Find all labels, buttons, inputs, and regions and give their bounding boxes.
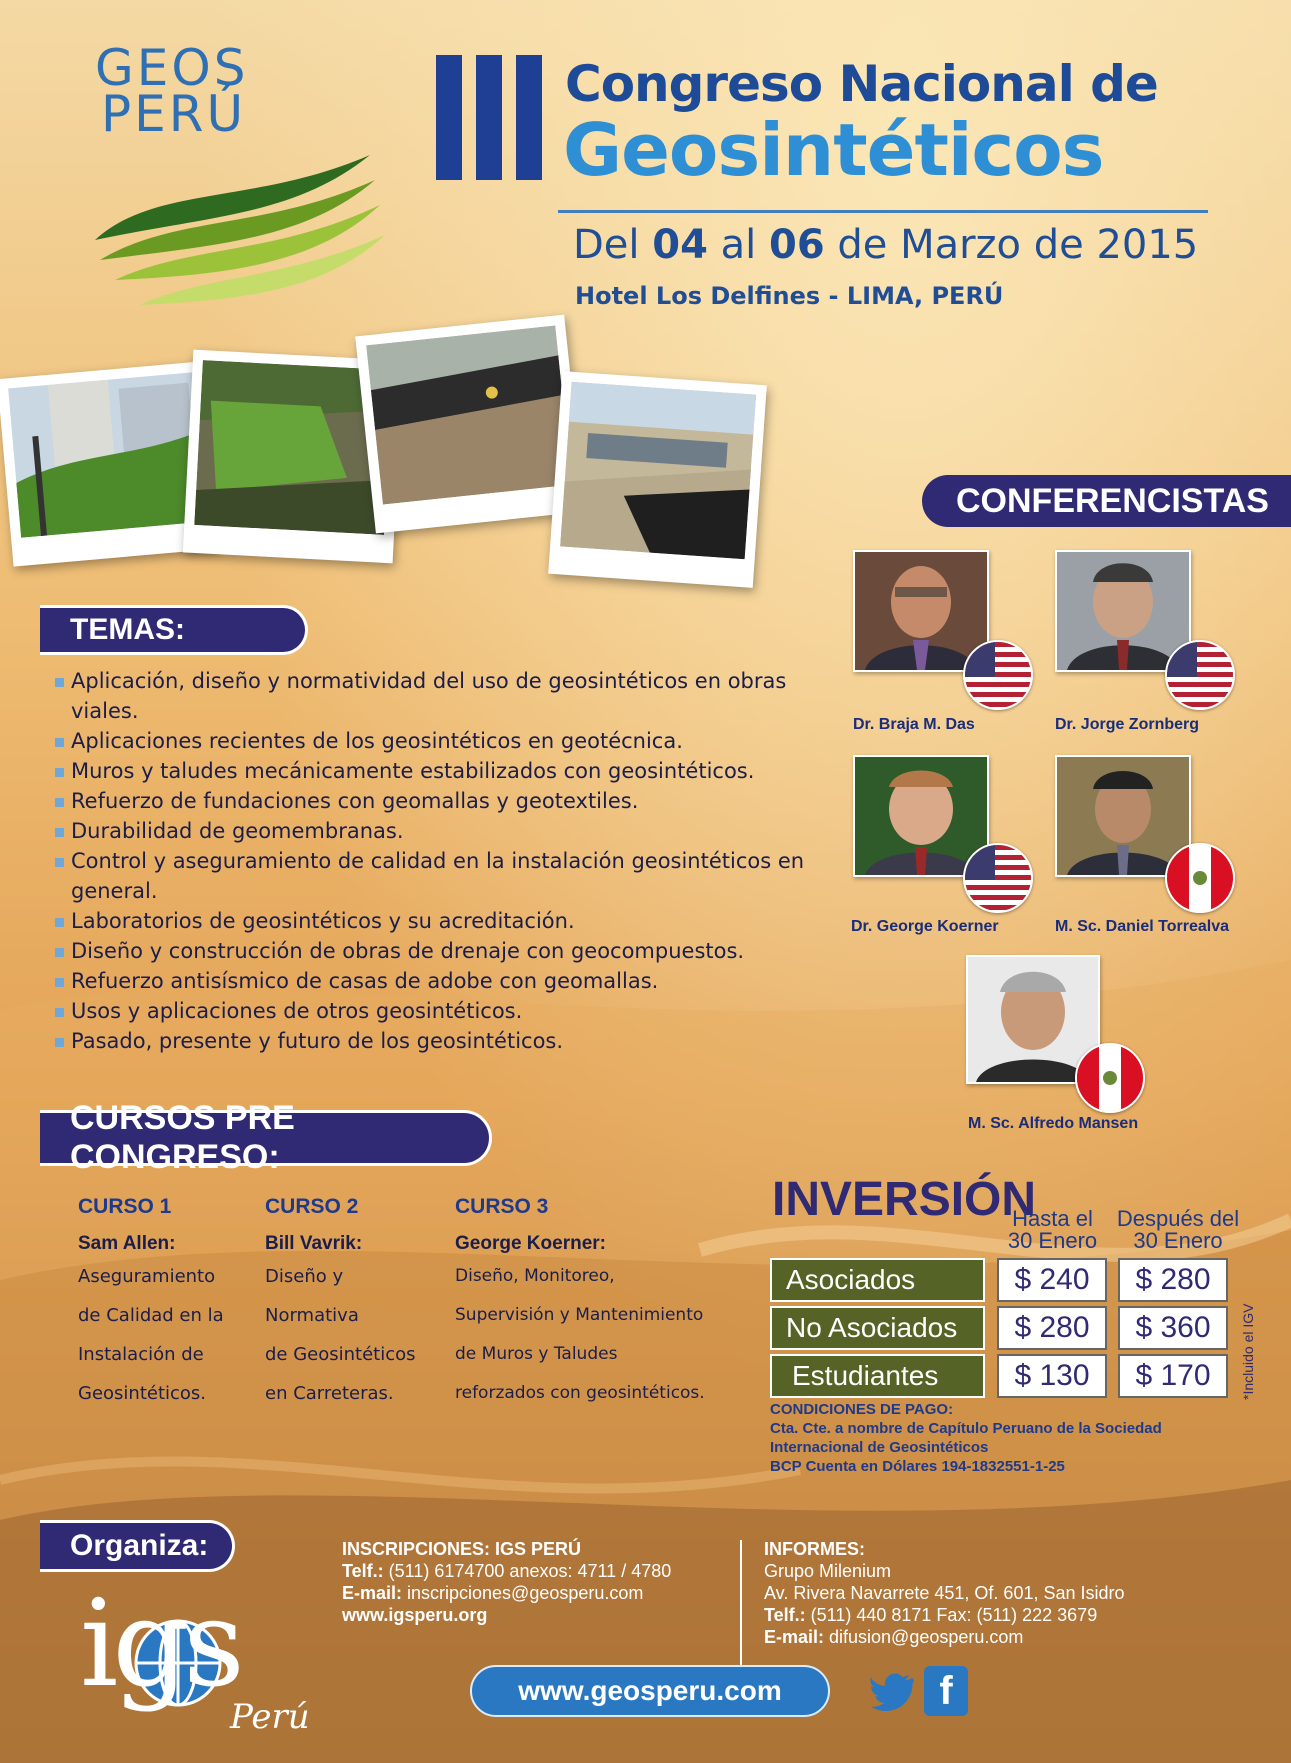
event-title-line2: Geosintéticos	[563, 108, 1104, 192]
course-teacher: George Koerner:	[455, 1233, 606, 1254]
facebook-icon[interactable]: f	[924, 1666, 968, 1716]
informes-title: INFORMES:	[764, 1539, 865, 1559]
topic-item: Muros y taludes mecánicamente estabilizados con geosintéticos.	[55, 756, 825, 786]
dates-start: 04	[652, 222, 708, 268]
speaker-name: M. Sc. Daniel Torrealva	[1055, 918, 1229, 935]
geos-peru-logo	[95, 39, 385, 305]
usa-flag-icon	[963, 843, 1033, 913]
price-before: $ 240	[997, 1258, 1107, 1302]
igs-logo-sub: Perú	[230, 1697, 310, 1737]
price-column-late	[1108, 1208, 1248, 1252]
registration-info	[342, 1538, 732, 1626]
dates-end: 06	[768, 222, 825, 268]
conditions-line: BCP Cuenta en Dólares 194-1832551-1-25	[770, 1458, 1065, 1475]
informes-phone	[764, 1604, 1224, 1626]
speaker-name: Dr. Braja M. Das	[853, 716, 975, 733]
column-head-line: Hasta el	[1012, 1206, 1093, 1231]
course-desc-line: Geosintéticos.	[78, 1383, 207, 1404]
course-teacher: Sam Allen:	[78, 1233, 176, 1254]
course-desc-line: Aseguramiento	[78, 1266, 216, 1287]
course-desc-line: Diseño, Monitoreo,	[455, 1266, 615, 1286]
information-contact	[764, 1538, 1224, 1648]
price-tax-note: *Incluido el IGV	[1240, 1303, 1256, 1400]
course-teacher: Bill Vavrik:	[265, 1233, 363, 1254]
course-2	[265, 1195, 445, 1413]
edition-numeral	[436, 55, 544, 180]
dates-prefix: Del	[573, 222, 653, 268]
course-1	[78, 1195, 248, 1413]
price-row-label: Asociados	[770, 1258, 985, 1302]
topic-item: Usos y aplicaciones de otros geosintéticos.	[55, 996, 825, 1026]
peru-flag-icon	[1075, 1043, 1145, 1113]
price-before: $ 280	[997, 1306, 1107, 1350]
course-title: CURSO 1	[78, 1195, 172, 1218]
event-dates	[573, 222, 1198, 268]
topic-item: Control y aseguramiento de calidad en la instalación geosintéticos en general.	[55, 846, 825, 906]
igs-logo-text: igs	[80, 1575, 239, 1714]
logo-peru-text: PERÚ	[101, 85, 247, 143]
topic-item: Pasado, presente y futuro de los geosintéticos.	[55, 1026, 825, 1056]
course-desc-line: Normativa	[265, 1305, 359, 1326]
phone-value: (511) 6174700 anexos: 4711 / 4780	[383, 1561, 672, 1581]
usa-flag-icon	[963, 640, 1033, 710]
course-desc-line: de Geosintéticos	[265, 1344, 416, 1365]
logo-field-swoosh	[95, 145, 385, 305]
course-title: CURSO 2	[265, 1195, 359, 1218]
topic-item: Laboratorios de geosintéticos y su acreditación.	[55, 906, 825, 936]
peru-flag-icon	[1165, 843, 1235, 913]
course-desc-line: de Calidad en la	[78, 1305, 224, 1326]
usa-flag-icon	[1165, 640, 1235, 710]
course-desc-line: reforzados con geosintéticos.	[455, 1383, 705, 1403]
igs-peru-logo	[80, 1575, 310, 1745]
price-after: $ 170	[1118, 1354, 1228, 1398]
speaker-name: Dr. Jorge Zornberg	[1055, 716, 1200, 733]
column-head-line: 30 Enero	[1133, 1228, 1223, 1253]
email-value[interactable]: difusion@geosperu.com	[824, 1627, 1024, 1647]
website-link[interactable]: www.geosperu.com	[470, 1665, 830, 1717]
speaker-name: M. Sc. Alfredo Mansen	[968, 1115, 1139, 1132]
course-description	[265, 1257, 445, 1413]
topic-item: Refuerzo antisísmico de casas de adobe con geomallas.	[55, 966, 825, 996]
course-desc-line: en Carreteras.	[265, 1383, 394, 1404]
topic-item: Aplicaciones recientes de los geosintéticos en geotécnica.	[55, 726, 825, 756]
email-label: E-mail:	[342, 1583, 403, 1603]
project-photo-4	[548, 371, 767, 588]
price-after: $ 280	[1118, 1258, 1228, 1302]
phone-value: (511) 440 8171 Fax: (511) 222 3679	[805, 1605, 1098, 1625]
topic-item: Refuerzo de fundaciones con geomallas y geotextiles.	[55, 786, 825, 816]
course-desc-line: Supervisión y Mantenimiento	[455, 1305, 704, 1325]
dates-suffix: de Marzo de 2015	[824, 222, 1199, 268]
header-divider	[558, 210, 1208, 213]
conditions-line: Internacional de Geosintéticos	[770, 1439, 989, 1456]
course-desc-line: de Muros y Taludes	[455, 1344, 618, 1364]
topic-item: Durabilidad de geomembranas.	[55, 816, 825, 846]
topics-heading: TEMAS:	[40, 605, 308, 655]
logo-geos-text: GEOS	[95, 39, 249, 97]
registration-phone	[342, 1560, 732, 1582]
course-desc-line: Diseño y	[265, 1266, 344, 1287]
conditions-line: Cta. Cte. a nombre de Capítulo Peruano de la Sociedad	[770, 1420, 1162, 1437]
course-description	[455, 1257, 755, 1413]
speakers-heading: CONFERENCISTAS	[922, 475, 1291, 527]
topic-item: Aplicación, diseño y normatividad del uso de geosintéticos en obras viales.	[55, 666, 825, 726]
event-venue: Hotel Los Delfines - LIMA, PERÚ	[575, 282, 1004, 310]
price-row-label: Estudiantes	[770, 1354, 985, 1398]
informes-company: Grupo Milenium	[764, 1561, 892, 1581]
price-after: $ 360	[1118, 1306, 1228, 1350]
organizer-heading: Organiza:	[40, 1520, 235, 1572]
course-title: CURSO 3	[455, 1195, 549, 1218]
footer-divider	[740, 1540, 742, 1665]
phone-label: Telf.:	[342, 1561, 384, 1581]
topic-item: Diseño y construcción de obras de drenaje con geocompuestos.	[55, 936, 825, 966]
informes-address: Av. Rivera Navarrete 451, Of. 601, San Isidro	[764, 1583, 1125, 1603]
course-description	[78, 1257, 248, 1413]
topics-list	[55, 666, 825, 1056]
dates-mid: al	[707, 222, 769, 268]
twitter-icon[interactable]	[868, 1668, 916, 1716]
project-photo-3	[355, 315, 585, 534]
price-row-label: No Asociados	[770, 1306, 985, 1350]
informes-email[interactable]	[764, 1626, 1224, 1648]
column-head-line: Después del	[1116, 1206, 1240, 1231]
price-column-early	[995, 1208, 1110, 1252]
phone-label: Telf.:	[764, 1605, 806, 1625]
course-3	[455, 1195, 755, 1413]
conditions-title: CONDICIONES DE PAGO:	[770, 1401, 954, 1418]
registration-title: INSCRIPCIONES: IGS PERÚ	[342, 1539, 582, 1559]
event-title-line1: Congreso Nacional de	[565, 55, 1158, 113]
price-before: $ 130	[997, 1354, 1107, 1398]
email-label: E-mail:	[764, 1627, 825, 1647]
speaker-name: Dr. George Koerner	[851, 918, 999, 935]
course-desc-line: Instalación de	[78, 1344, 204, 1365]
pricing-heading: INVERSIÓN	[772, 1173, 1037, 1226]
payment-conditions	[770, 1400, 1162, 1476]
column-head-line: 30 Enero	[1007, 1228, 1098, 1253]
registration-email[interactable]	[342, 1582, 732, 1604]
email-value[interactable]: inscripciones@geosperu.com	[402, 1583, 644, 1603]
registration-website-link[interactable]: www.igsperu.org	[342, 1605, 488, 1625]
courses-heading: CURSOS PRE CONGRESO:	[40, 1110, 492, 1166]
